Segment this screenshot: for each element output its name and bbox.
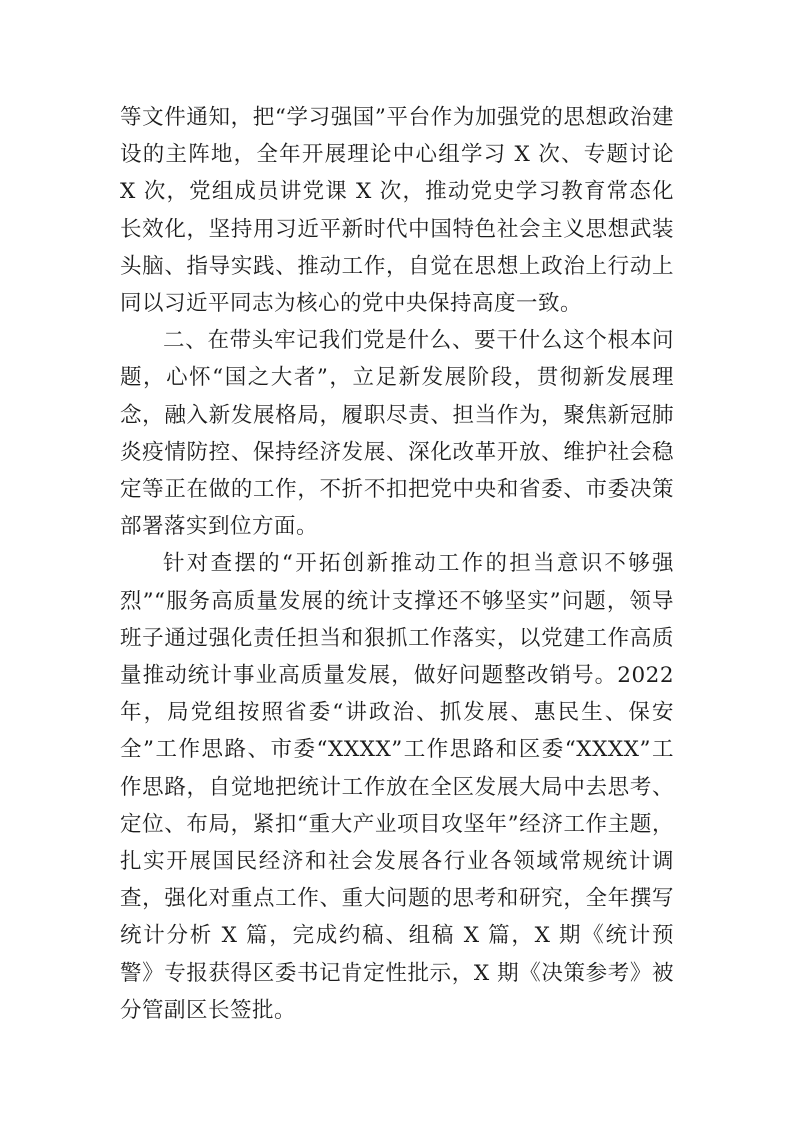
paragraph-continuation: 等文件通知，把“学习强国”平台作为加强党的思想政治建设的主阵地，全年开展理论中心组学习 X 次、专题讨论 X 次，党组成员讲党课 X 次，推动党史学习教育常态化长效化，坚持用习近平新时代中国特色社会主义思想武装头脑、指导实践、推动工作，自觉在思想上政治上行动上同以习近平同志为核心的党中央保持高度一致。 — [120, 105, 674, 317]
document-body — [120, 99, 674, 1029]
paragraph-section-two: 二、在带头牢记我们党是什么、要干什么这个根本问题，心怀“国之大者”，立足新发展阶段，贯彻新发展理念，融入新发展格局，履职尽责、担当作为，聚焦新冠肺炎疫情防控、保持经济发展、深化改革开放、维护社会稳定等正在做的工作，不折不扣把党中央和省委、市委决策部署落实到位方面。 — [120, 328, 674, 540]
paragraph-rectification: 针对查摆的“开拓创新推动工作的担当意识不够强烈”“服务高质量发展的统计支撑还不够坚实”问题，领导班子通过强化责任担当和狠抓工作落实，以党建工作高质量推动统计事业高质量发展，做好问题整改销号。2022 年，局党组按照省委“讲政治、抓发展、惠民生、保安全”工作思路、市委“XXXX”工作思路和区委“XXXX”工作思路，自觉地把统计工作放在全区发展大局中去思考、定位、布局，紧扣“重大产业项目攻坚年”经济工作主题，扎实开展国民经济和社会发展各行业各领域常规统计调查，强化对重点工作、重大问题的思考和研究，全年撰写统计分析 X 篇，完成约稿、组稿 X 篇，X 期《统计预警》专报获得区委书记肯定性批示，X 期《决策参考》被分管副区长签批。 — [120, 551, 674, 1023]
